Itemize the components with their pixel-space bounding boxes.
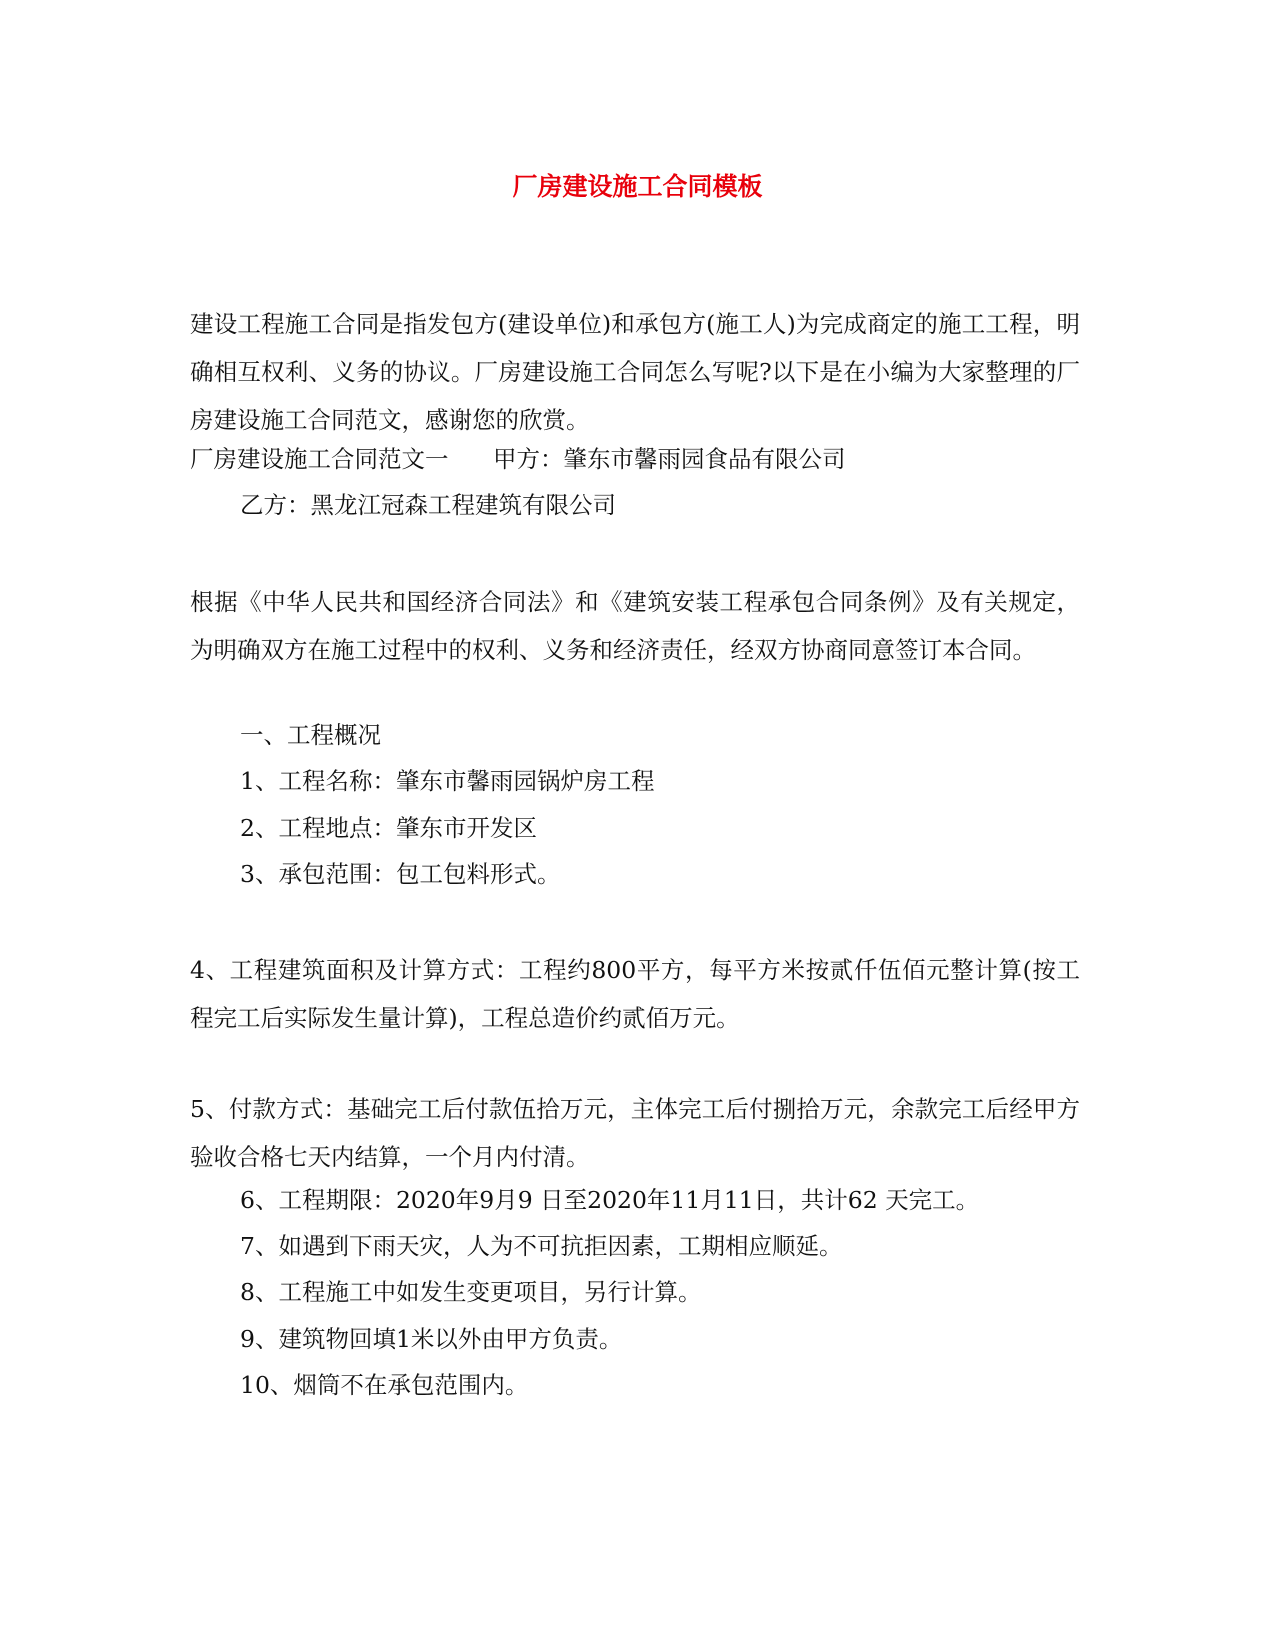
list-item: 3、承包范围：包工包料形式。 (240, 860, 561, 888)
document-title: 厂房建设施工合同模板 (512, 172, 763, 201)
party-b: 乙方：黑龙江冠森工程建筑有限公司 (240, 491, 616, 519)
sample-heading: 厂房建设施工合同范文一 (190, 445, 449, 473)
list-item: 2、工程地点：肇东市开发区 (240, 814, 537, 842)
list-item: 6、工程期限：2020年9月9 日至2020年11月11日，共计62 天完工。 (240, 1186, 980, 1214)
list-item: 4、工程建筑面积及计算方式：工程约800平方，每平方米按贰仟伍佰元整计算(按工程完工后实际发生量计算)，工程总造价约贰佰万元。 (190, 956, 1080, 1032)
section-title: 一、工程概况 (240, 721, 381, 749)
list-item: 9、建筑物回填1米以外由甲方负责。 (240, 1325, 623, 1353)
preamble-paragraph: 根据《中华人民共和国经济合同法》和《建筑安装工程承包合同条例》及有关规定，为明确双方在施工过程中的权利、义务和经济责任，经双方协商同意签订本合同。 (190, 588, 1080, 664)
list-item: 10、烟筒不在承包范围内。 (240, 1371, 529, 1399)
intro-paragraph: 建设工程施工合同是指发包方(建设单位)和承包方(施工人)为完成商定的施工工程，明确相互权利、义务的协议。厂房建设施工合同怎么写呢?以下是在小编为大家整理的厂房建设施工合同范文，感谢您的欣赏。 (190, 310, 1080, 434)
list-item: 1、工程名称：肇东市馨雨园锅炉房工程 (240, 767, 655, 795)
party-a: 甲方：肇东市馨雨园食品有限公司 (493, 445, 846, 473)
list-item: 7、如遇到下雨天灾，人为不可抗拒因素，工期相应顺延。 (240, 1232, 843, 1260)
list-item: 5、付款方式：基础完工后付款伍拾万元，主体完工后付捌拾万元，余款完工后经甲方验收合格七天内结算，一个月内付清。 (190, 1095, 1080, 1171)
list-item: 8、工程施工中如发生变更项目，另行计算。 (240, 1278, 702, 1306)
